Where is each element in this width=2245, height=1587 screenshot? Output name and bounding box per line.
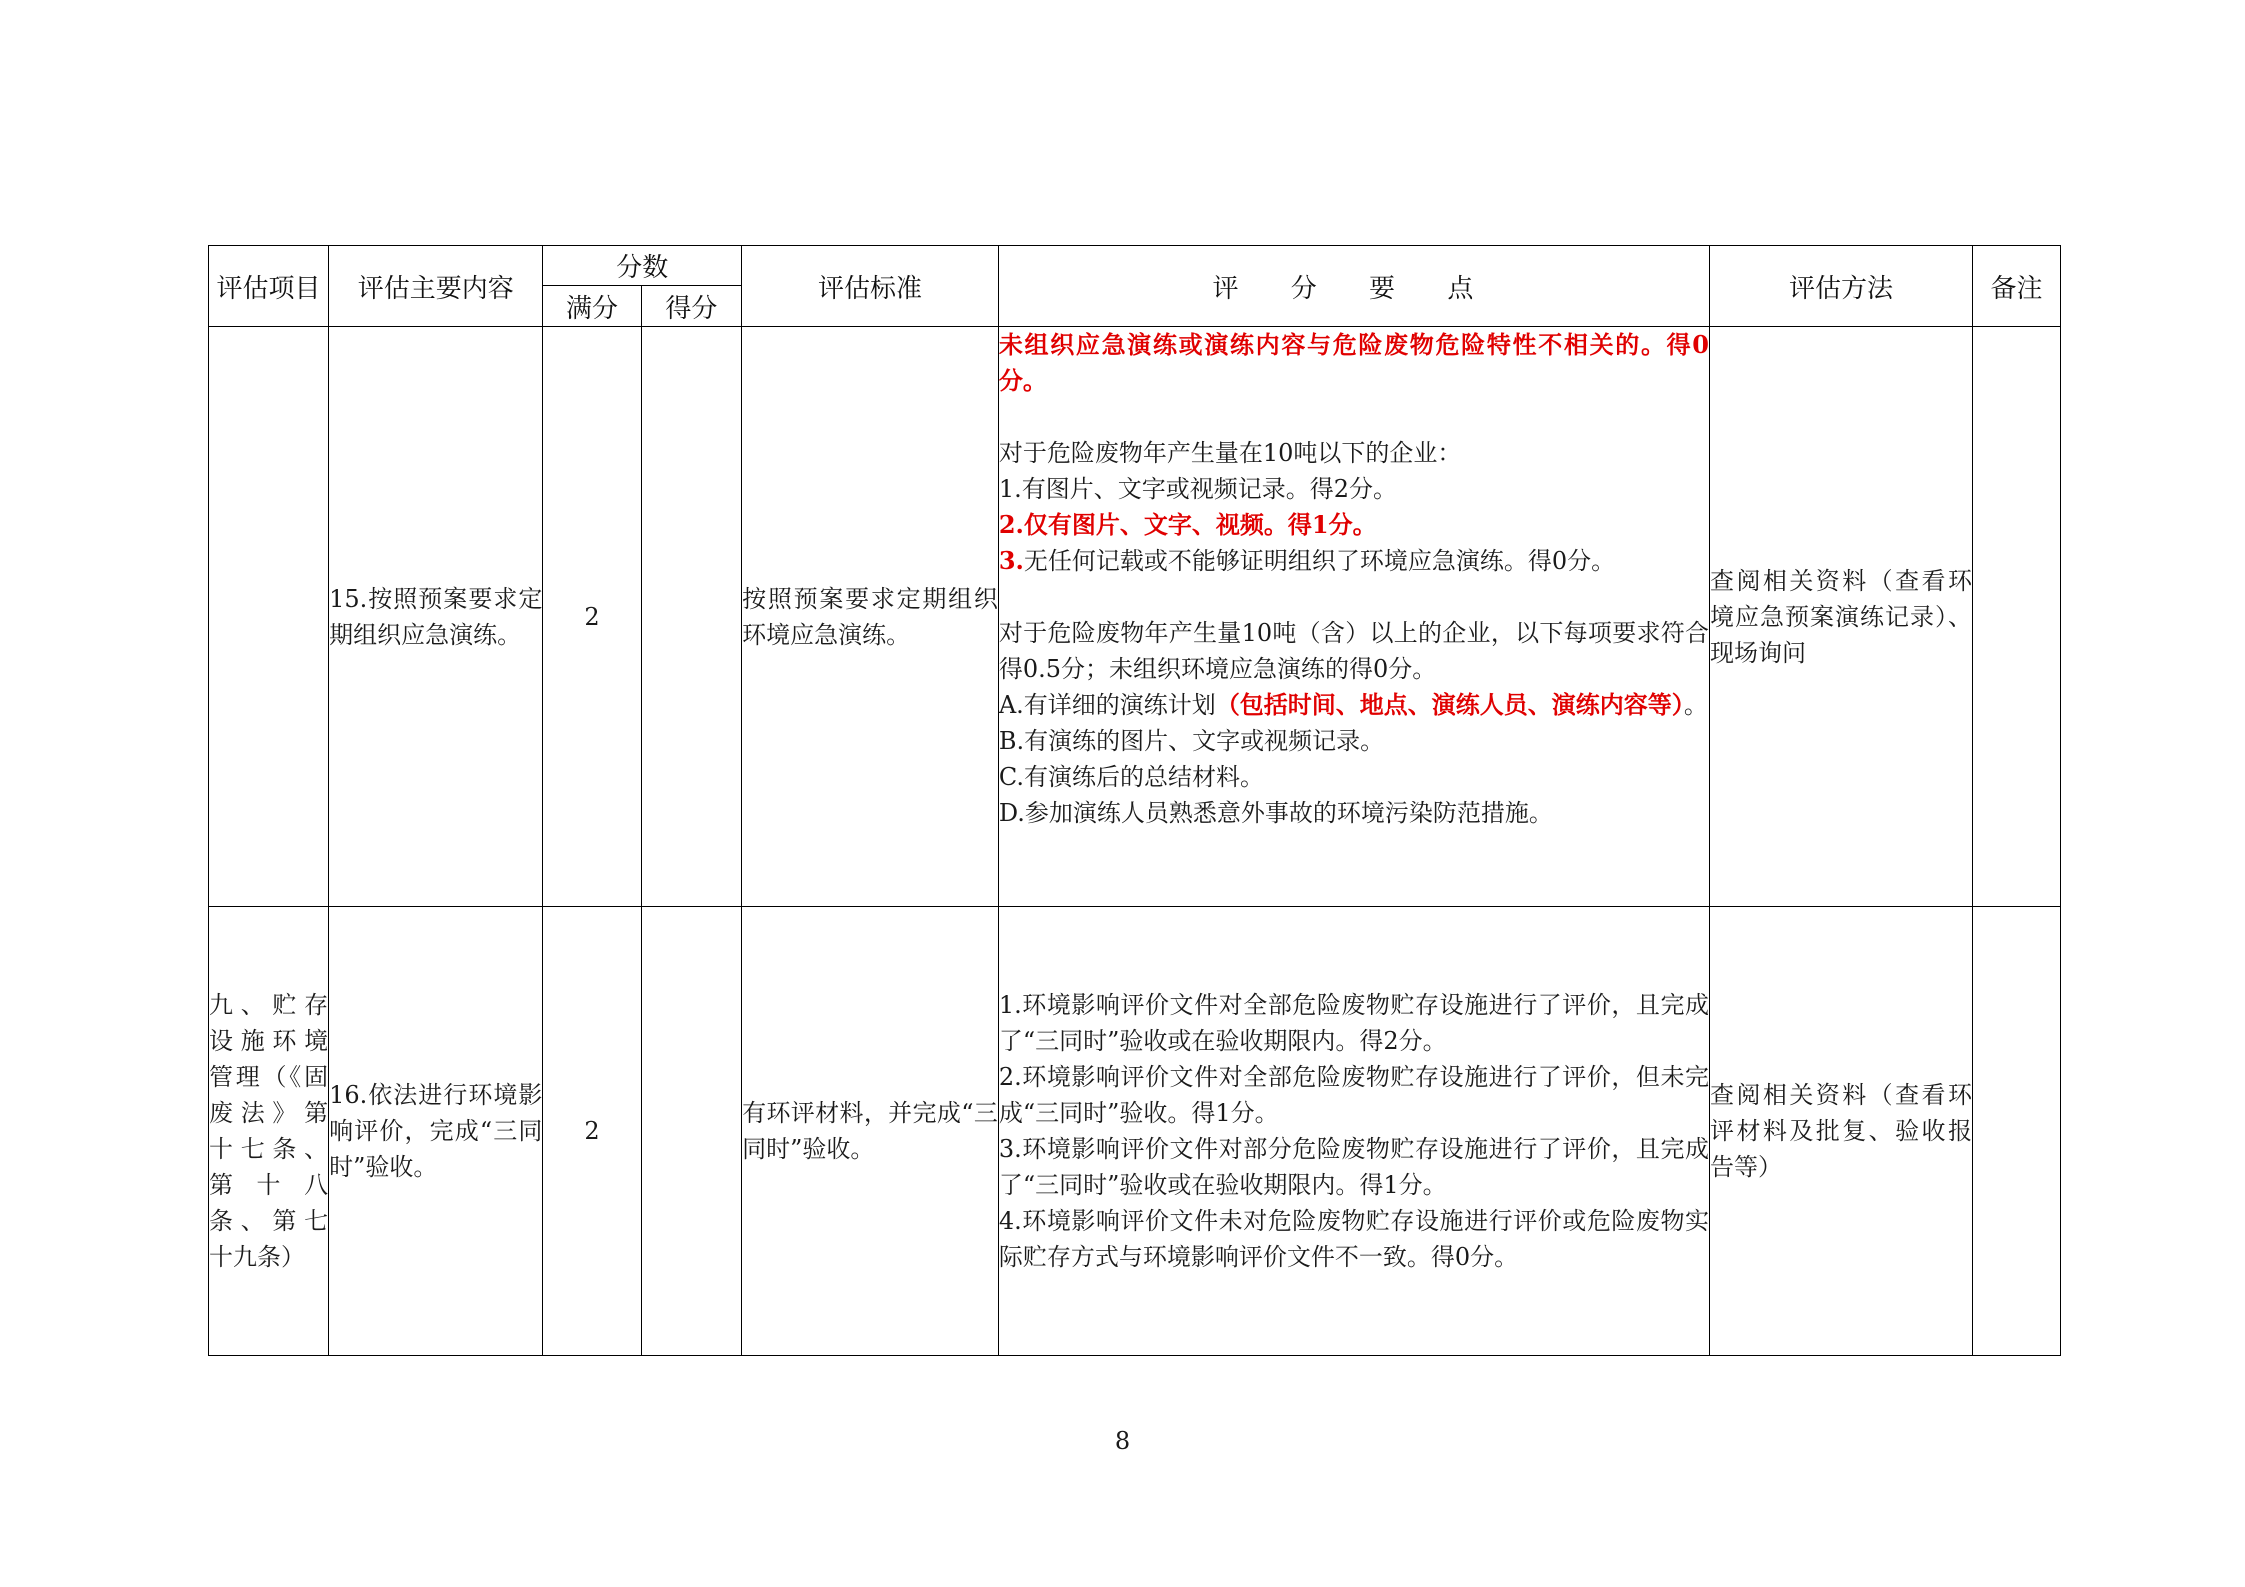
cell-project [209, 327, 329, 907]
cell-project: 九、贮存设施环境管理（《固废法》第十七条、第十八条、第七十九条） [209, 907, 329, 1356]
scoring-point-emphasis: （包括时间、地点、演练人员、演练内容等） [1215, 690, 1684, 719]
header-points: 评 分 要 点 [998, 246, 1709, 327]
cell-remarks [1972, 327, 2060, 907]
scoring-point-text: 1.环境影响评价文件对全部危险废物贮存设施进行了评价，且完成了“三同时”验收或在验收期限内。得2分。 [998, 991, 1710, 1055]
header-method: 评估方法 [1710, 246, 1973, 327]
scoring-point-number: 3. [998, 546, 1024, 575]
scoring-point-text: B.有演练的图片、文字或视频记录。 [998, 727, 1385, 755]
cell-scoring-points [998, 327, 1709, 907]
header-project: 评估项目 [209, 246, 329, 327]
scoring-point-text: A.有详细的演练计划 [998, 691, 1216, 719]
cell-method: 查阅相关资料（查看环评材料及批复、验收报告等） [1710, 907, 1973, 1356]
scoring-point-text: C.有演练后的总结材料。 [998, 763, 1264, 791]
header-full-score: 满分 [543, 286, 641, 327]
cell-scoring-points [998, 907, 1709, 1356]
header-score: 分数 [543, 246, 742, 286]
evaluation-table [208, 245, 2061, 1356]
cell-full-score: 2 [543, 327, 641, 907]
scoring-point-text: 无任何记载或不能够证明组织了环境应急演练。得0分。 [1023, 547, 1616, 575]
scoring-point-text: 2.环境影响评价文件对全部危险废物贮存设施进行了评价，但未完成“三同时”验收。得1分。 [998, 1063, 1710, 1127]
scoring-point-line [999, 543, 1709, 579]
table-row [209, 907, 2061, 1356]
cell-standard: 有环评材料，并完成“三同时”验收。 [742, 907, 999, 1356]
scoring-point-text: 对于危险废物年产生量在10吨以下的企业： [998, 439, 1462, 467]
scoring-point-text: 3.环境影响评价文件对部分危险废物贮存设施进行了评价，且完成了“三同时”验收或在验收期限内。得1分。 [998, 1135, 1710, 1199]
scoring-point-text: 未组织应急演练或演练内容与危险废物危险特性不相关的。得0分。 [998, 330, 1710, 395]
cell-got-score [641, 907, 741, 1356]
cell-standard: 按照预案要求定期组织环境应急演练。 [742, 327, 999, 907]
scoring-point-text: 1.有图片、文字或视频记录。得2分。 [998, 475, 1398, 503]
scoring-point-text: 4.环境影响评价文件未对危险废物贮存设施进行评价或危险废物实际贮存方式与环境影响评价文件不一致。得0分。 [998, 1207, 1710, 1271]
header-remarks: 备注 [1972, 246, 2060, 327]
page-number: 8 [1114, 1427, 1131, 1455]
header-got-score: 得分 [641, 286, 741, 327]
header-standard: 评估标准 [742, 246, 999, 327]
table-row [209, 327, 2061, 907]
header-main-content: 评估主要内容 [329, 246, 543, 327]
cell-full-score: 2 [543, 907, 641, 1356]
cell-main-content: 15.按照预案要求定期组织应急演练。 [329, 327, 543, 907]
scoring-point-text: 2.仅有图片、文字、视频。得1分。 [998, 510, 1377, 539]
cell-got-score [641, 327, 741, 907]
scoring-point-line [999, 687, 1709, 723]
scoring-point-text: D.参加演练人员熟悉意外事故的环境污染防范措施。 [998, 799, 1553, 827]
cell-main-content: 16.依法进行环境影响评价，完成“三同时”验收。 [329, 907, 543, 1356]
cell-method: 查阅相关资料（查看环境应急预案演练记录）、现场询问 [1710, 327, 1973, 907]
cell-remarks [1972, 907, 2060, 1356]
scoring-point-text: 对于危险废物年产生量10吨（含）以上的企业，以下每项要求符合得0.5分；未组织环境应急演练的得0分。 [998, 619, 1710, 683]
scoring-point-text: 。 [1683, 691, 1708, 719]
